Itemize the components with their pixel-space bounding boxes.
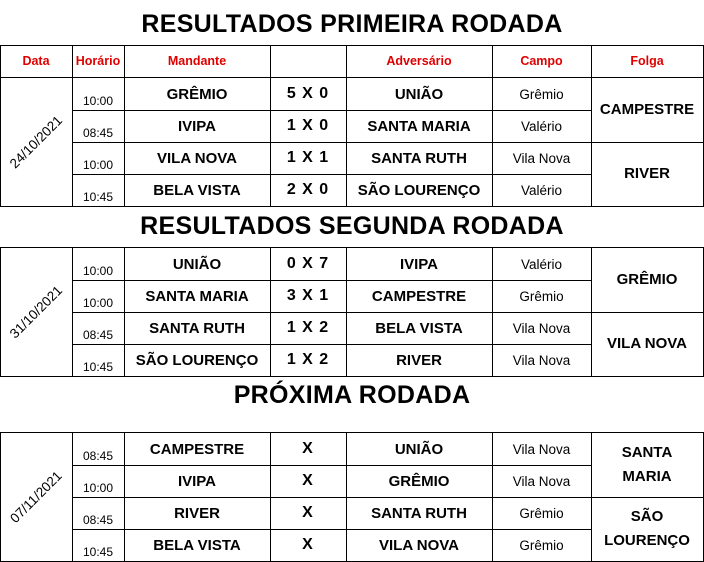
home-team: BELA VISTA [153, 536, 241, 554]
match-score: 0 X 7 [286, 255, 330, 272]
home-team: IVIPA [177, 117, 217, 135]
match-field: Grêmio [519, 86, 564, 102]
round-date: 31/10/2021 [6, 282, 66, 342]
away-team: BELA VISTA [375, 319, 463, 337]
away-team: GRÊMIO [388, 472, 450, 490]
match-score: X [302, 440, 314, 457]
header-data: Data [22, 54, 50, 68]
away-team: SANTA RUTH [371, 149, 467, 167]
grid-line [0, 206, 704, 207]
match-time: 10:00 [82, 481, 114, 495]
match-score: 5 X 0 [286, 85, 330, 102]
folga-team: SÃO LOURENÇO [604, 508, 690, 549]
home-team: SANTA RUTH [149, 319, 245, 337]
match-score: 1 X 2 [286, 319, 330, 336]
folga-team: CAMPESTRE [599, 101, 695, 118]
grid-line [270, 45, 271, 77]
grid-line [0, 433, 1, 561]
match-time: 10:45 [82, 190, 114, 204]
match-time: 08:45 [82, 328, 114, 342]
away-team: IVIPA [399, 255, 439, 273]
away-team: UNIÃO [394, 85, 444, 103]
match-field: Vila Nova [512, 473, 571, 489]
away-team: UNIÃO [394, 440, 444, 458]
away-team: SANTA RUTH [371, 504, 467, 522]
home-team: RIVER [174, 504, 220, 522]
away-team: RIVER [396, 351, 442, 369]
header-adversario: Adversário [386, 54, 452, 68]
round-title: RESULTADOS SEGUNDA RODADA [0, 208, 704, 244]
match-score: 1 X 1 [286, 149, 330, 166]
home-team: IVIPA [177, 472, 217, 490]
match-time: 10:00 [82, 158, 114, 172]
match-field: Vila Nova [512, 150, 571, 166]
match-field: Vila Nova [512, 352, 571, 368]
match-score: X [302, 472, 314, 489]
round-title: RESULTADOS PRIMEIRA RODADA [0, 6, 704, 42]
match-time: 10:45 [82, 360, 114, 374]
header-folga: Folga [630, 54, 664, 68]
away-team: CAMPESTRE [371, 287, 467, 305]
folga-team: SANTA MARIA [621, 444, 673, 485]
round-date: 24/10/2021 [6, 112, 66, 172]
home-team: BELA VISTA [153, 181, 241, 199]
match-time: 08:45 [82, 126, 114, 140]
folga-team: GRÊMIO [616, 271, 678, 288]
away-team: SANTA MARIA [367, 117, 471, 135]
match-time: 08:45 [82, 513, 114, 527]
match-field: Valério [520, 182, 563, 198]
match-field: Vila Nova [512, 441, 571, 457]
match-field: Grêmio [519, 288, 564, 304]
match-time: 10:45 [82, 545, 114, 559]
match-time: 10:00 [82, 264, 114, 278]
folga-team: VILA NOVA [606, 335, 687, 352]
match-field: Vila Nova [512, 320, 571, 336]
match-time: 08:45 [82, 449, 114, 463]
home-team: VILA NOVA [156, 149, 237, 167]
grid-line [0, 78, 1, 206]
match-score: 1 X 0 [286, 117, 330, 134]
match-score: 3 X 1 [286, 287, 330, 304]
match-field: Grêmio [519, 537, 564, 553]
match-field: Grêmio [519, 505, 564, 521]
header-campo: Campo [520, 54, 563, 68]
match-score: X [302, 536, 314, 553]
round-date: 07/11/2021 [7, 468, 65, 526]
home-team: SANTA MARIA [145, 287, 249, 305]
match-field: Valério [520, 118, 563, 134]
header-horario: Horário [75, 54, 121, 68]
match-score: 2 X 0 [286, 181, 330, 198]
match-field: Valério [520, 256, 563, 272]
match-score: 1 X 2 [286, 351, 330, 368]
away-team: VILA NOVA [378, 536, 459, 554]
header-mandante: Mandante [167, 54, 227, 68]
grid-line [0, 248, 1, 376]
home-team: UNIÃO [172, 255, 222, 273]
home-team: CAMPESTRE [149, 440, 245, 458]
match-time: 10:00 [82, 296, 114, 310]
round-title: PRÓXIMA RODADA [0, 377, 704, 413]
away-team: SÃO LOURENÇO [357, 181, 481, 199]
match-time: 10:00 [82, 94, 114, 108]
folga-team: RIVER [624, 165, 670, 182]
home-team: GRÊMIO [166, 85, 228, 103]
home-team: SÃO LOURENÇO [135, 351, 259, 369]
match-score: X [302, 504, 314, 521]
